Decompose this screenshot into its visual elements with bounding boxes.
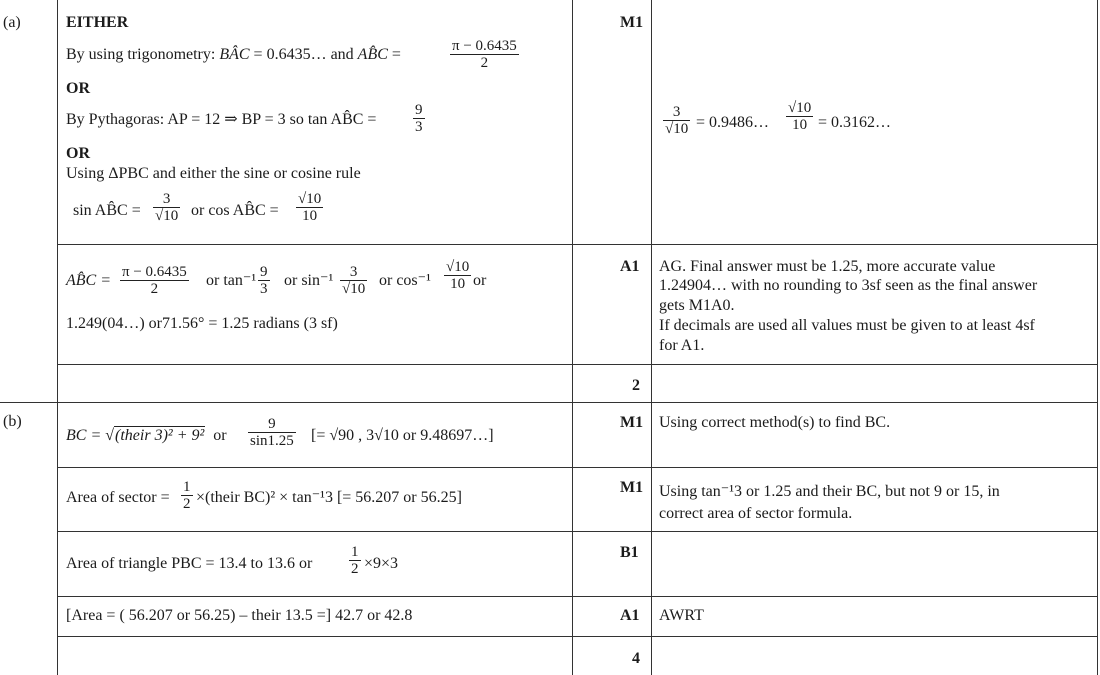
abc-lead: AB̂C = — [66, 272, 112, 289]
mark-bc: M1 — [620, 414, 644, 431]
pythagoras-fraction: $\frac{9}{3}$ — [415, 102, 423, 135]
grid-line — [57, 636, 1098, 637]
mark-a1: A1 — [620, 258, 640, 275]
part-a-total: 2 — [632, 377, 640, 394]
square-root: √(their 3)² + 9² — [105, 427, 205, 444]
note-bc: Using correct method(s) to find BC. — [659, 414, 891, 431]
or-cos-text: or cos⁻¹ — [379, 272, 431, 289]
mark-sector: M1 — [620, 479, 644, 496]
note-a-line: AG. Final answer must be 1.25, more accurate value — [659, 258, 996, 275]
or-tan-text: or tan⁻¹ — [206, 272, 257, 289]
right-fraction-1: $\frac{3}{√10}$ — [665, 104, 689, 137]
note-area: AWRT — [659, 607, 704, 624]
bc-formula: BC = √(their 3)² + 9² or — [66, 427, 227, 444]
grid-line — [57, 244, 1098, 245]
or-heading: OR — [66, 80, 90, 97]
rule-text: Using ΔPBC and either the sine or cosine rule — [66, 165, 361, 182]
sector-rest: ×(their BC)² × tan⁻¹3 [= 56.207 or 56.25] — [196, 489, 462, 506]
triangle-rest: ×9×3 — [364, 555, 399, 572]
trig-fraction: $\frac{\pi - 0.6435}{2}$ — [452, 38, 517, 71]
or-heading: OR — [66, 145, 90, 162]
grid-line — [57, 467, 1098, 468]
or-trail-text: or — [473, 272, 487, 289]
sin-text: sin AB̂C = — [73, 202, 141, 219]
trig-method-text: By using trigonometry: BÂC = 0.6435… and AB̂C = — [66, 46, 401, 63]
sector-fraction: $\frac{1}{2}$ — [183, 479, 191, 512]
right-value-1: = 0.9486… — [696, 114, 770, 131]
note-sector-line: correct area of sector formula. — [659, 505, 853, 522]
mark-m1: M1 — [620, 14, 644, 31]
grid-line — [57, 0, 58, 675]
cos-fraction: $\frac{√10}{10}$ — [298, 191, 322, 224]
note-a-line: 1.24904… with no rounding to 3sf seen as the final answer — [659, 277, 1038, 294]
abc-fraction-1: $\frac{\pi - 0.6435}{2}$ — [122, 264, 187, 297]
abc-fraction-4: $\frac{√10}{10}$ — [446, 259, 470, 292]
grid-line — [57, 364, 1098, 365]
part-a-label: (a) — [3, 14, 21, 31]
bc-bracket: [= √90 , 3√10 or 9.48697…] — [311, 427, 494, 444]
grid-line — [572, 0, 573, 675]
grid-line — [1097, 0, 1098, 675]
abc-fraction-3: $\frac{3}{√10}$ — [342, 264, 366, 297]
mark-area: A1 — [620, 607, 640, 624]
sin-fraction: $\frac{3}{√10}$ — [155, 191, 179, 224]
triangle-lead: Area of triangle PBC = 13.4 to 13.6 or — [66, 555, 313, 572]
note-a-line: gets M1A0. — [659, 297, 735, 314]
sector-lead: Area of sector = — [66, 489, 170, 506]
mark-triangle: B1 — [620, 544, 639, 561]
grid-line — [57, 531, 1098, 532]
grid-line — [651, 0, 652, 675]
right-fraction-2: $\frac{√10}{10}$ — [788, 100, 812, 133]
or-sin-text: or sin⁻¹ — [284, 272, 334, 289]
grid-line — [0, 402, 1098, 403]
result-line: 1.249(04…) or71.56° = 1.25 radians (3 sf) — [66, 315, 338, 332]
note-sector-line: Using tan⁻¹3 or 1.25 and their BC, but not 9 or 15, in — [659, 483, 1000, 500]
right-value-2: = 0.3162… — [818, 114, 892, 131]
note-a-line: for A1. — [659, 337, 705, 354]
grid-line — [57, 596, 1098, 597]
either-heading: EITHER — [66, 14, 129, 31]
abc-fraction-2: $\frac{9}{3}$ — [260, 264, 268, 297]
pythagoras-text: By Pythagoras: AP = 12 ⇒ BP = 3 so tan AB̂C = — [66, 111, 377, 128]
cos-text: or cos AB̂C = — [191, 202, 279, 219]
triangle-fraction: $\frac{1}{2}$ — [351, 544, 359, 577]
note-a-line: If decimals are used all values must be given to at least 4sf — [659, 317, 1035, 334]
bc-fraction: $\frac{9}{\sin 1.25}$ — [250, 416, 294, 449]
part-b-total: 4 — [632, 650, 640, 667]
part-b-label: (b) — [3, 413, 22, 430]
area-line: [Area = ( 56.207 or 56.25) – their 13.5 =] 42.7 or 42.8 — [66, 607, 413, 624]
